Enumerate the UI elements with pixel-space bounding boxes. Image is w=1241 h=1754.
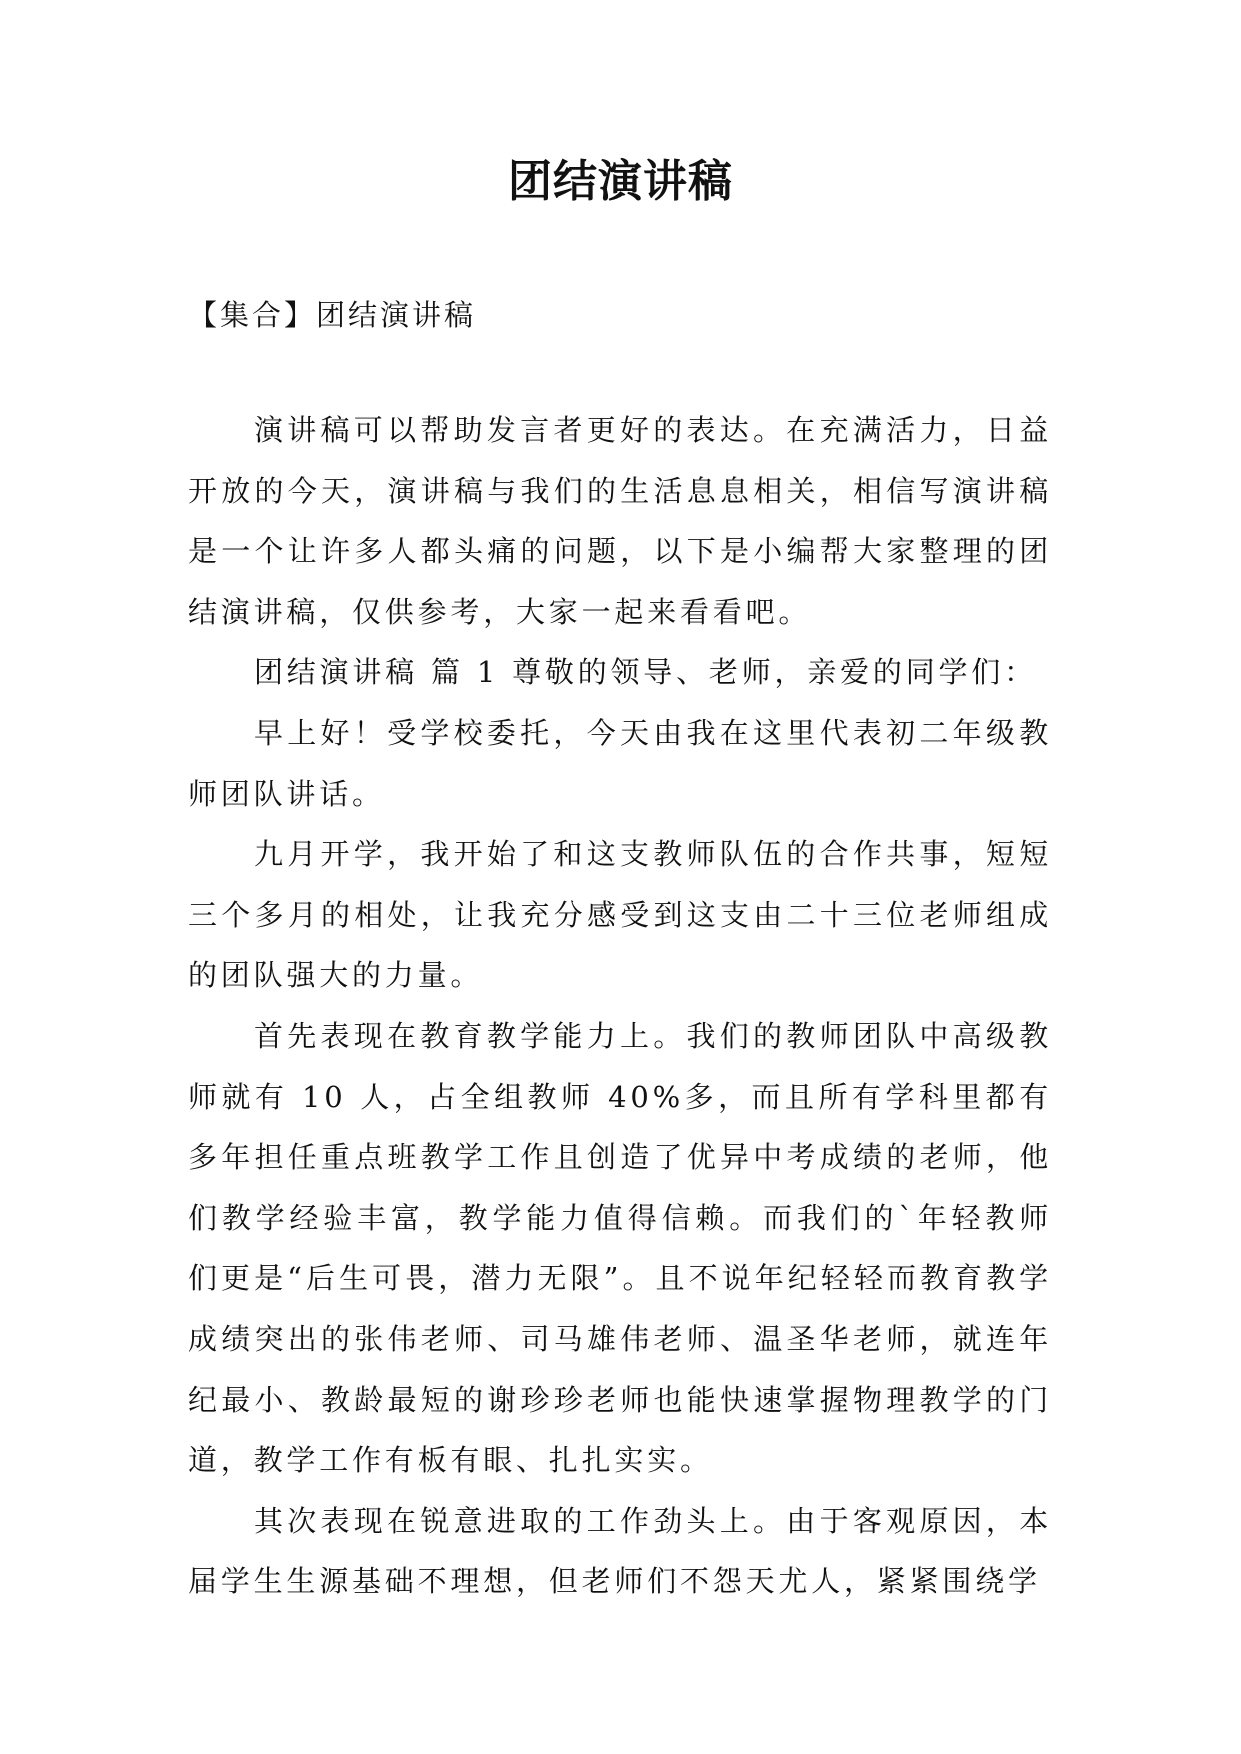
paragraph-intro: 演讲稿可以帮助发言者更好的表达。在充满活力，日益开放的今天，演讲稿与我们的生活息息相关，相信写演讲稿是一个让许多人都头痛的问题，以下是小编帮大家整理的团结演讲稿，仅供参考，大家一起来看看吧。 [188,413,1052,629]
paragraph-salutation: 团结演讲稿 篇 1 尊敬的领导、老师，亲爱的同学们： [254,655,1037,690]
paragraph-greeting: 早上好！受学校委托，今天由我在这里代表初二年级教师团队讲话。 [188,715,1052,811]
document-subtitle: 【集合】团结演讲稿 [188,298,477,332]
document-body [188,400,1052,1612]
document-title: 团结演讲稿 [508,156,733,207]
paragraph-teaching-ability: 首先表现在教育教学能力上。我们的教师团队中高级教师就有 10 人，占全组教师 40%多，而且所有学科里都有多年担任重点班教学工作且创造了优异中考成绩的老师，他们教学经验丰富，教学能力值得信赖。而我们的`年轻教师们更是“后生可畏，潜力无限”。且不说年纪轻轻而教育教学成绩突出的张伟老师、司马雄伟老师、温圣华老师，就连年纪最小、教龄最短的谢珍珍老师也能快速掌握物理教学的门道，教学工作有板有眼、扎扎实实。 [188,1018,1052,1478]
paragraph-team-intro: 九月开学，我开始了和这支教师队伍的合作共事，短短三个多月的相处，让我充分感受到这支由二十三位老师组成的团队强大的力量。 [188,837,1052,993]
paragraph-work-spirit: 其次表现在锐意进取的工作劲头上。由于客观原因，本届学生生源基础不理想，但老师们不怨天尤人，紧紧围绕学 [188,1503,1052,1599]
